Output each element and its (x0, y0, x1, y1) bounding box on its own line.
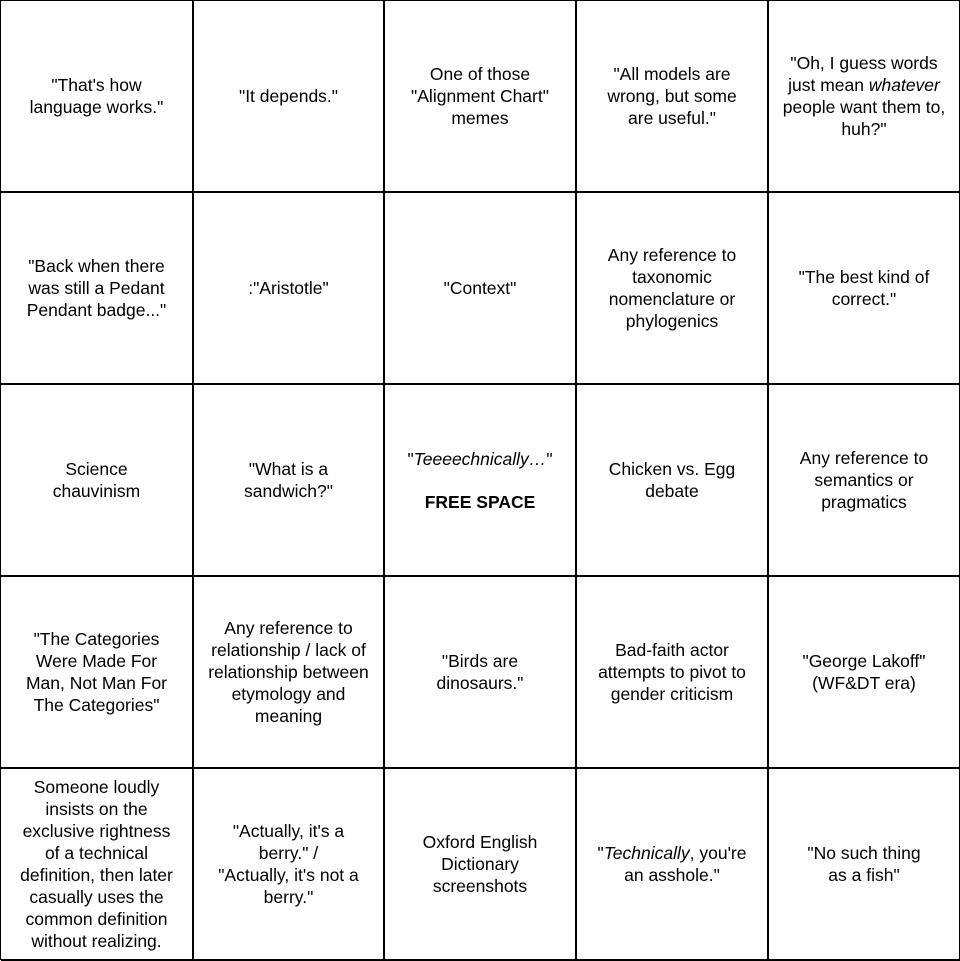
bingo-cell[interactable] (577, 769, 769, 961)
cell-text: "Birds are dinosaurs." (436, 651, 524, 693)
bingo-cell[interactable] (1, 385, 194, 577)
bingo-cell[interactable] (194, 1, 385, 193)
cell-text: Science chauvinism (52, 459, 141, 501)
bingo-cell[interactable] (577, 385, 769, 577)
bingo-cell[interactable] (385, 577, 577, 769)
free-space-cell[interactable] (385, 385, 577, 577)
cell-text: "No such thing as a fish" (807, 843, 921, 885)
bingo-cell[interactable] (769, 193, 960, 385)
cell-text: "Actually, it's a berry." / "Actually, it's not a berry." (218, 821, 359, 907)
bingo-cell[interactable] (769, 769, 960, 961)
bingo-cell[interactable] (1, 193, 194, 385)
bingo-cell[interactable] (1, 1, 194, 193)
free-space-label: FREE SPACE (424, 491, 536, 512)
cell-text: "It depends." (238, 86, 339, 106)
bingo-cell[interactable] (194, 193, 385, 385)
cell-text: "The best kind of correct." (798, 267, 930, 309)
bingo-cell[interactable] (1, 577, 194, 769)
bingo-cell[interactable] (769, 385, 960, 577)
cell-text: Any reference to semantics or pragmatics (799, 448, 929, 512)
cell-text: "That's how language works." (29, 75, 164, 117)
bingo-cell[interactable] (385, 193, 577, 385)
bingo-cell[interactable] (577, 193, 769, 385)
cell-text: Chicken vs. Egg debate (608, 459, 736, 501)
cell-text: "The Categories Were Made For Man, Not Man For The Categories" (25, 629, 168, 715)
bingo-cell[interactable] (577, 577, 769, 769)
emphasis-text: whatever (868, 75, 940, 95)
cell-text: "Back when there was still a Pedant Pendant badge..." (26, 256, 167, 320)
bingo-cell[interactable] (769, 577, 960, 769)
cell-text: "Teeeechnically…" (407, 448, 553, 469)
emphasis-text: Technically (603, 843, 690, 863)
cell-text: "Oh, I guess words just mean whatever people want them to, huh?" (782, 53, 946, 139)
cell-text: Any reference to taxonomic nomenclature or phylogenics (607, 245, 737, 331)
cell-text: "Context" (443, 278, 517, 298)
bingo-cell[interactable] (385, 1, 577, 193)
bingo-cell[interactable] (194, 769, 385, 961)
cell-text: "What is a sandwich?" (244, 459, 333, 501)
bingo-cell[interactable] (577, 1, 769, 193)
bingo-cell[interactable] (769, 1, 960, 193)
cell-text: :"Aristotle" (248, 278, 329, 298)
cell-text: One of those "Alignment Chart" memes (411, 64, 549, 128)
emphasis-text: Teeeechnically… (413, 448, 547, 469)
bingo-cell[interactable] (194, 577, 385, 769)
cell-text: "George Lakoff" (WF&DT era) (802, 651, 926, 693)
cell-text: Bad-faith actor attempts to pivot to gender criticism (598, 640, 746, 704)
cell-text: Someone loudly insists on the exclusive rightness of a technical definition, then later casually uses the common definition without realizing. (20, 777, 173, 951)
bingo-cell[interactable] (385, 769, 577, 961)
cell-text: "All models are wrong, but some are useful." (607, 64, 737, 128)
cell-text: Any reference to relationship / lack of relationship between etymology and meaning (208, 618, 369, 726)
bingo-cell[interactable] (194, 385, 385, 577)
cell-text: Oxford English Dictionary screenshots (422, 832, 538, 896)
cell-text: "Technically, you're an asshole." (597, 843, 747, 885)
bingo-cell[interactable] (1, 769, 194, 961)
